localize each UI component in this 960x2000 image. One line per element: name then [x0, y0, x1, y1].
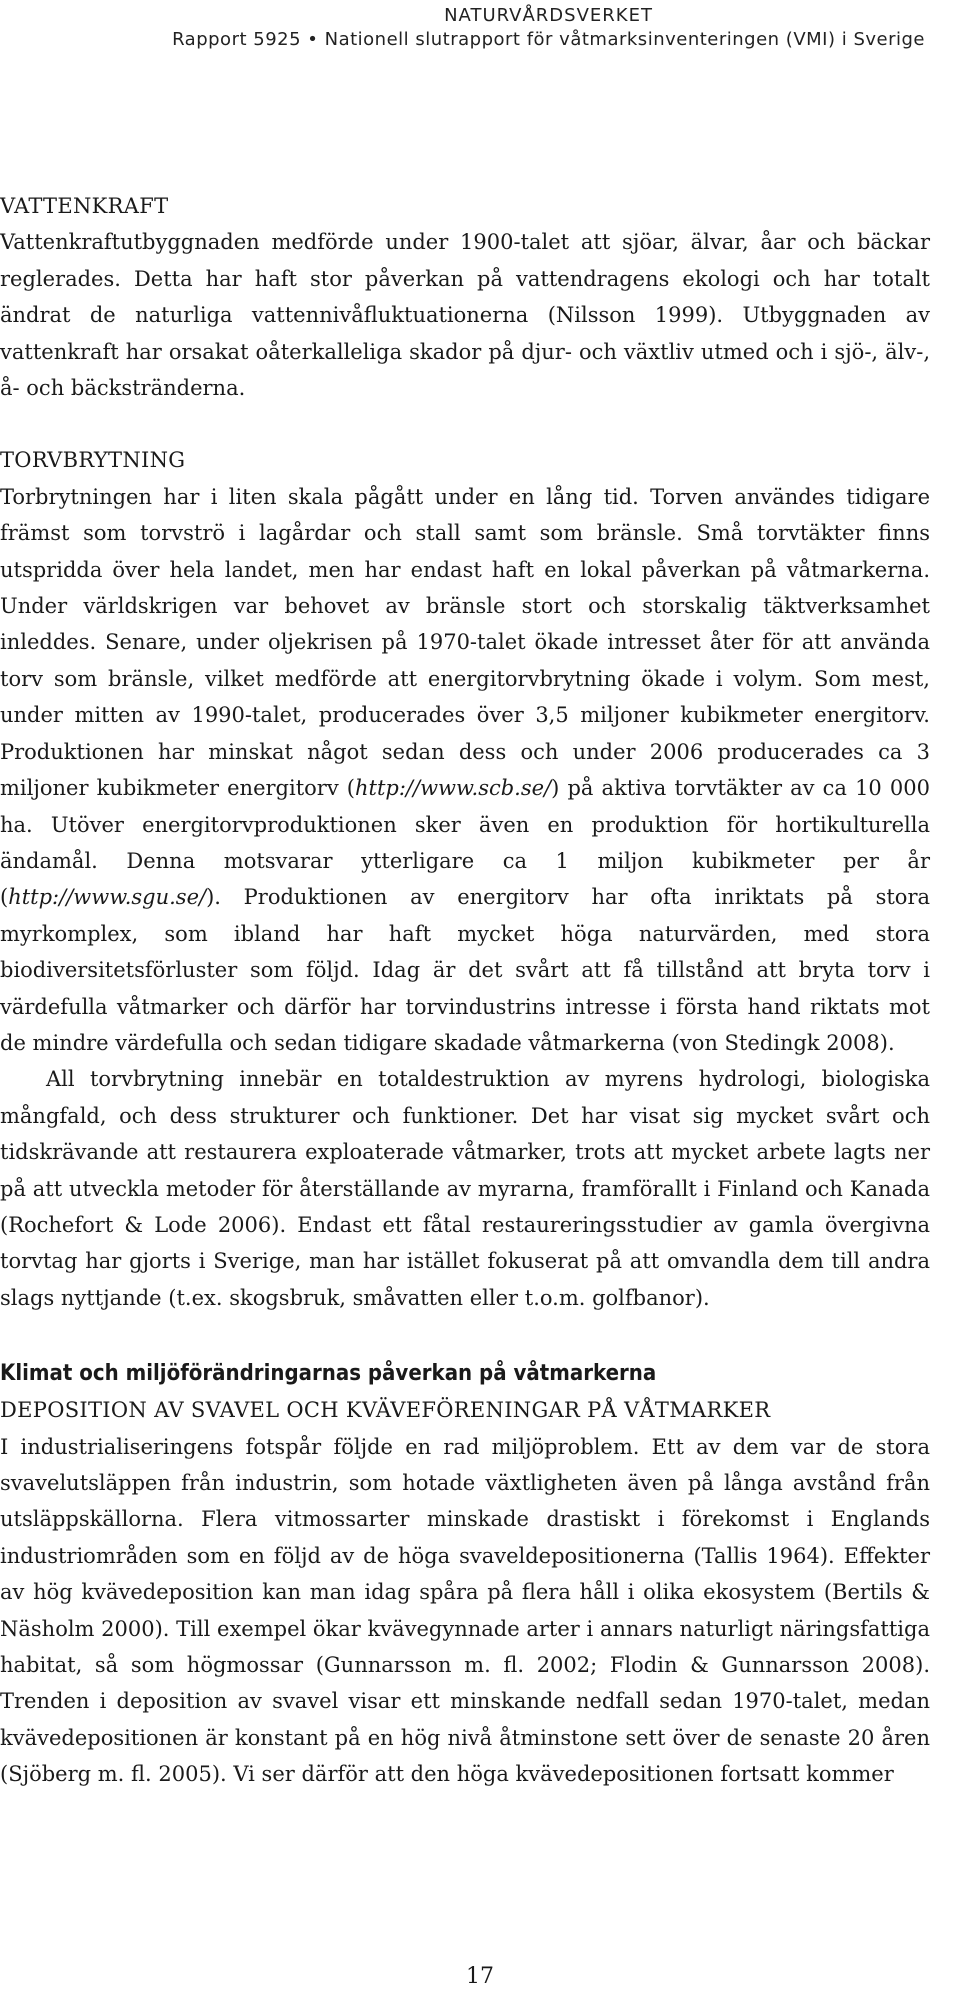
page-number: 17 — [466, 1964, 494, 1989]
paragraph-deposition: I industrialiseringens fotspår följde en rad miljöproblem. Ett av dem var de stora svavelutsläppen från industrin, som hotade växtligheten även på långa avstånd från utsläppskällorna. Flera vitmossarter minskade drastiskt i förekomst i Englands industriområden som en följd av de höga svaveldepositionerna (Tallis 1964). Effekter av hög kvävedeposition kan man idag spåra på flera håll i olika ekosystem (Bertils & Näsholm 2000). Till exempel ökar kvävegynnade arter i annars naturligt näringsfattiga habitat, så som högmossar (Gunnarsson m. fl. 2002; Flodin & Gunnarsson 2008). Trenden i deposition av svavel visar ett minskande nedfall sedan 1970-talet, medan kvävedepositionen är konstant på en hög nivå åtminstone sett över de senaste 20 åren (Sjöberg m. fl. 2005). Vi ser därför att den höga kvävedepositionen fortsatt kommer — [0, 1434, 930, 1787]
chapter-heading: Klimat och miljöförändringarnas påverkan på våtmarkerna — [0, 1361, 657, 1387]
text-run: ). Produktionen av energitorv har ofta inriktats på stora myrkomplex, som ibland har haft mycket höga naturvärden, med stora biodiversitetsförluster som följd. Idag är det svårt att få tillstånd att bryta torv i värdefulla våtmarker och därför har torvindustrins intresse i första hand riktats mot de mindre värdefulla och sedan tidigare skadade våtmarkerna (von Stedingk 2008). — [0, 885, 930, 1055]
publisher-name: NATURVÅRDSVERKET — [444, 5, 653, 26]
report-title: Rapport 5925 • Nationell slutrapport för våtmarksinventeringen (VMI) i Sverige — [172, 29, 925, 50]
section-klimat — [0, 1356, 930, 1792]
running-header — [172, 4, 925, 52]
url-scb-link[interactable]: http://www.scb.se/ — [355, 776, 552, 801]
text-run: Torbrytningen har i liten skala pågått under en lång tid. Torven användes tidigare främst som torvströ i lagårdar och stall samt som bränsle. Små torvtäkter finns utspridda över hela landet, men har endast haft en lokal påverkan på våtmarkerna. Under världskrigen var behovet av bränsle stort och storskalig täktverksamhet inleddes. Senare, under oljekrisen på 1970-talet ökade intresset åter för att använda torv som bränsle, vilket medförde att energitorvbrytning ökade i volym. Som mest, under mitten av 1990-talet, producerades över 3,5 miljoner kubikmeter energitorv. Produktionen har minskat något sedan dess och under 2006 producerades ca 3 miljoner kubikmeter energitorv ( — [0, 484, 930, 801]
paragraph-vattenkraft: Vattenkraftutbyggnaden medförde under 1900-talet att sjöar, älvar, åar och bäckar reglerades. Detta har haft stor påverkan på vattendragens ekologi och har totalt ändrat de naturliga vattennivåfluktuationerna (Nilsson 1999). Utbyggnaden av vattenkraft har orsakat oåterkalleliga skador på djur- och växtliv utmed och i sjö-, älv-, å- och bäckstränderna. — [0, 230, 930, 401]
paragraph-torvbrytning-2: All torvbrytning innebär en totaldestruktion av myrens hydrologi, biologiska mångfald, och dess strukturer och funktioner. Det har visat sig mycket svårt och tidskrävande att restaurera exploaterade våtmarker, trots att mycket arbete lagts ner på att utveckla metoder för återställande av myrarna, framförallt i Finland och Kanada (Rochefort & Lode 2006). Endast ett fåtal restaureringsstudier av gamla övergivna torvtag har gjorts i Sverige, man har istället fokuserat på att omvandla dem till andra slags nyttjande (t.ex. skogsbruk, småvatten eller t.o.m. golfbanor). — [0, 1067, 930, 1310]
page-body — [0, 188, 930, 1793]
spacer — [0, 406, 930, 442]
section-heading-torvbrytning: TORVBRYTNING — [0, 448, 186, 473]
section-heading-vattenkraft: VATTENKRAFT — [0, 194, 169, 218]
url-sgu-link[interactable]: http://www.sgu.se/ — [8, 885, 207, 910]
spacer — [0, 1316, 930, 1356]
section-heading-deposition: DEPOSITION AV SVAVEL OCH KVÄVEFÖRENINGAR PÅ VÅTMARKER — [0, 1398, 771, 1423]
text-run: ) på aktiva torvtäkter av ca 10 000 ha. Utöver energitorvproduktionen sker även en produktion för hortikulturella ändamål. Denna motsvarar ytterligare ca 1 miljon kubikmeter per år ( — [0, 776, 931, 910]
section-torvbrytning — [0, 442, 930, 1316]
section-vattenkraft — [0, 188, 930, 406]
paragraph-torvbrytning-1 — [0, 479, 930, 1062]
